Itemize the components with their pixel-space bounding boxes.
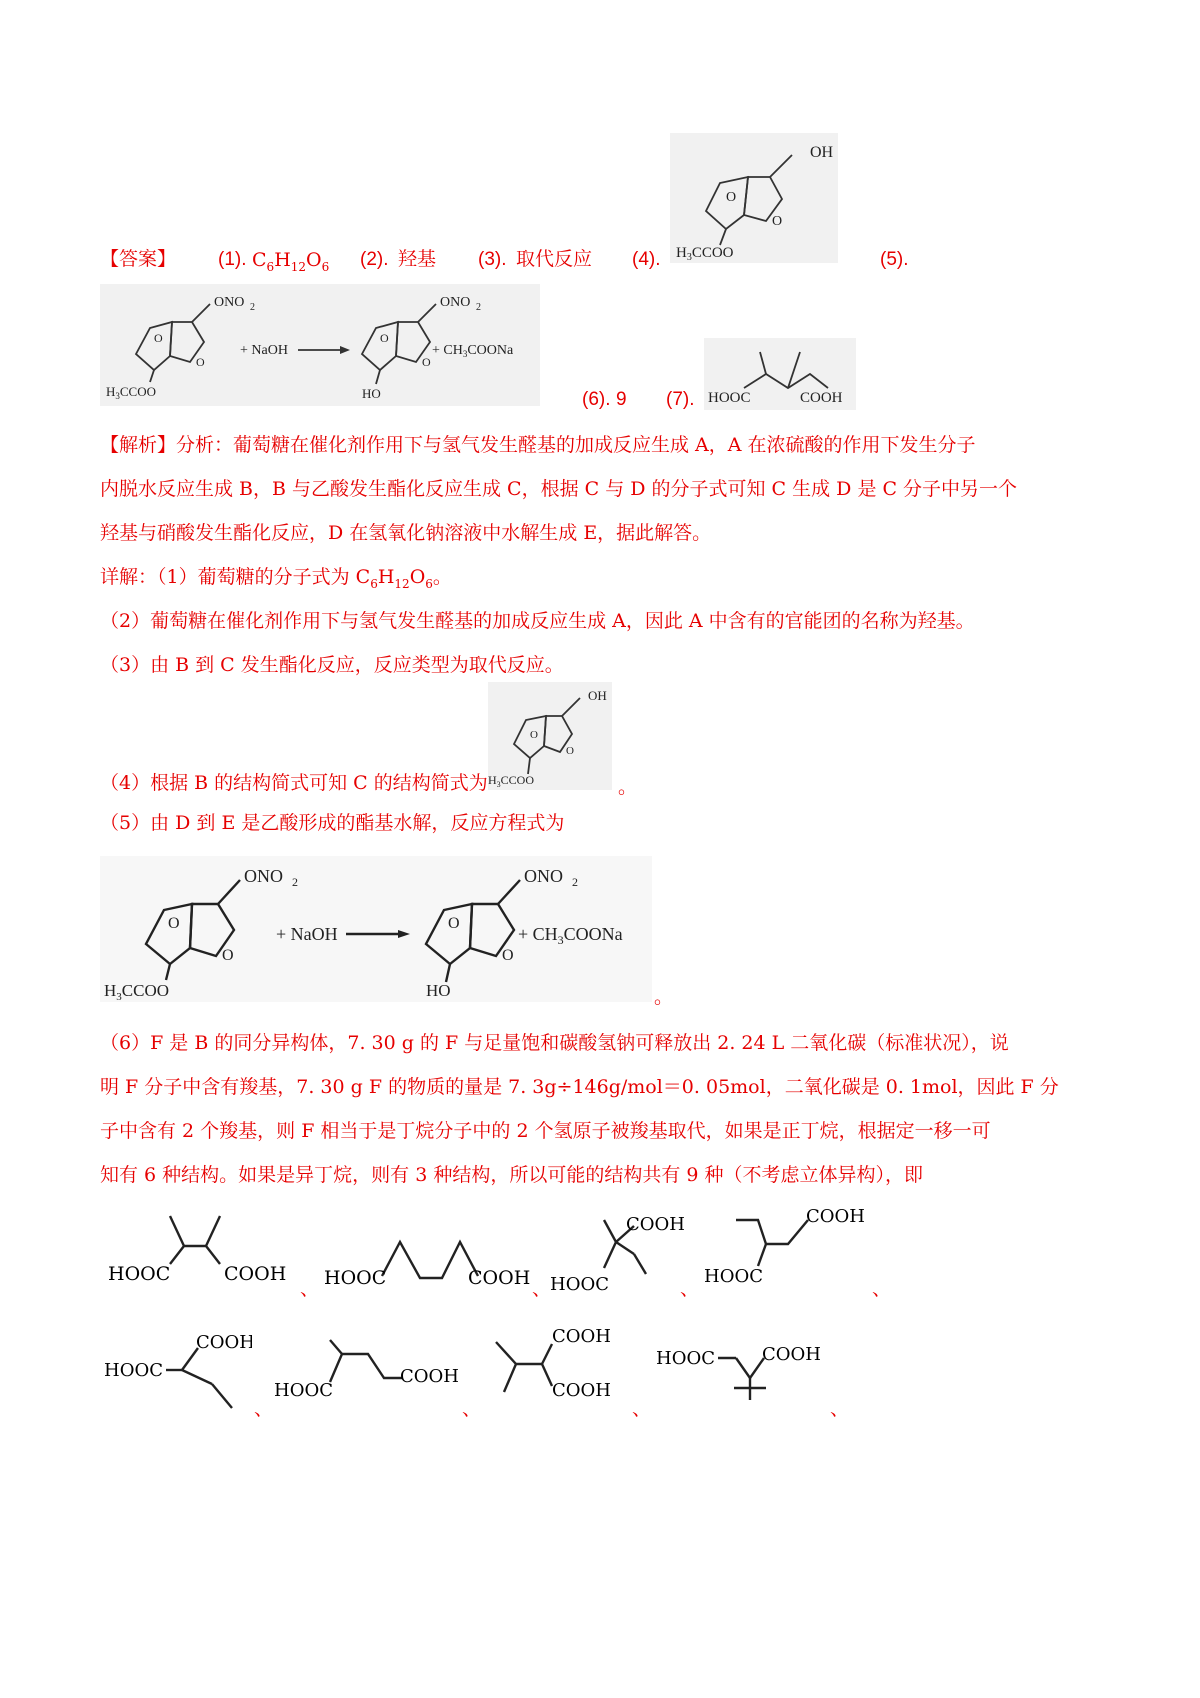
answer-2-number: (2). [360,249,389,270]
detail-5-reaction-image [100,856,652,1002]
detail-6-line-1: （6）F 是 B 的同分异构体，7. 30 g 的 F 与足量饱和碳酸氢钠可释放出 2. 24 L 二氧化碳（标准状况），说 [100,1032,1009,1054]
svg-text:HOOC: HOOC [656,1348,715,1369]
answer-2-text: 羟基 [398,248,437,270]
answer-3-number: (3). [478,249,507,270]
svg-text:COOH: COOH [552,1326,611,1347]
ring-oxygen-label: O [726,190,737,205]
svg-text:O: O [422,355,431,369]
svg-text:+ NaOH: + NaOH [240,343,288,358]
svg-text:COOH: COOH [224,1263,287,1285]
separator: 、 [300,1278,320,1300]
answer-1-number: (1). [218,249,247,270]
svg-text:H3CCOO: $H_3CCOO$ [106,384,157,401]
separator: 、 [254,1398,274,1420]
svg-text:COOH: COOH [400,1366,459,1387]
detail-6-line-4: 知有 6 种结构。如果是异丁烷，则有 3 种结构，所以可能的结构共有 9 种（不考虑立体异构），即 [100,1164,924,1186]
answer-5-reaction-image [100,284,540,406]
isomer-structure-6 [272,1332,468,1412]
detail-5-period: 。 [654,986,674,1008]
svg-text:HOOC: HOOC [704,1266,763,1287]
answer-tag: 【答案】 [100,248,177,270]
separator: 、 [830,1398,850,1420]
answer-4-number: (4). [632,249,661,270]
svg-text:H3CCOO: $H_3CCOO$ [104,981,170,1002]
isomer-structure-2 [320,1226,530,1296]
svg-text:2: 2 [292,875,298,889]
separator: 、 [680,1278,700,1300]
svg-text:2: 2 [572,875,578,889]
isomer-structure-5 [102,1326,252,1416]
analysis-tag: 【解析】分析：葡萄糖在催化剂作用下与氢气发生醛基的加成反应生成 A，A 在浓硫酸的作用下发生分子 [100,434,976,456]
ring-oxygen-label: O [772,214,783,229]
separator: 、 [872,1278,892,1300]
svg-text:HOOC: HOOC [324,1267,387,1289]
svg-text:2: 2 [476,302,481,313]
svg-text:+ CH3COONa: + $CH_3COONa$ [518,924,623,947]
svg-text:OH: OH [588,688,607,703]
answer-6-number: (6). [582,389,611,410]
detail-6-line-3: 子中含有 2 个羧基，则 F 相当于是丁烷分子中的 2 个氢原子被羧基取代，如果是正丁烷，根据定一移一可 [100,1120,991,1142]
svg-text:ONO: ONO [524,866,563,886]
svg-text:O: O [196,355,205,369]
svg-text:HOOC: HOOC [104,1360,163,1381]
detail-2: （2）葡萄糖在催化剂作用下与氢气发生醛基的加成反应生成 A，因此 A 中含有的官能团的名称为羟基。 [100,610,975,632]
detail-4: （4）根据 B 的结构简式可知 C 的结构简式为 [100,772,488,794]
separator: 、 [632,1398,652,1420]
svg-text:COOH: COOH [468,1267,530,1289]
detail-1: 详解：（1）葡萄糖的分子式为 $C_6H_{12}O_6$。 [100,566,452,591]
svg-text:O: O [530,729,538,741]
svg-text:O: O [222,947,234,964]
answer-3-text: 取代反应 [516,248,593,270]
svg-text:COOH: COOH [196,1332,252,1353]
svg-text:HOOC: HOOC [550,1274,609,1295]
isomer-structure-3 [548,1208,688,1296]
svg-text:COOH: COOH [800,390,843,406]
detail-4-structure-image [488,682,612,790]
svg-text:+ NaOH: + NaOH [276,924,338,944]
svg-text:HOOC: HOOC [274,1380,333,1401]
svg-text:COOH: COOH [806,1206,865,1227]
answer-7-structure-image [704,338,856,410]
svg-text:HOOC: HOOC [108,1263,171,1285]
svg-text:+ CH3COONa: + $CH_3COONa$ [432,343,514,359]
answer-6-text: 9 [616,389,627,410]
separator: 、 [462,1398,482,1420]
isomer-structure-7 [486,1320,636,1412]
svg-text:O: O [168,915,180,932]
structure-c-image [670,133,838,263]
detail-5: （5）由 D 到 E 是乙酸形成的酯基水解，反应方程式为 [100,812,565,834]
oh-label: OH [810,144,834,161]
analysis-line-2: 内脱水反应生成 B，B 与乙酸发生酯化反应生成 C，根据 C 与 D 的分子式可知 C 生成 D 是 C 分子中另一个 [100,478,1018,500]
detail-6-line-2: 明 F 分子中含有羧基，7. 30 g F 的物质的量是 7. 3g÷146g/mol＝0. 05mol，二氧化碳是 0. 1mol，因此 F 分 [100,1076,1059,1098]
svg-text:COOH: COOH [762,1344,821,1365]
isomer-structure-4 [702,1200,882,1290]
answer-1-formula: $C_6H_{12}O_6$ [252,249,330,274]
svg-text:O: O [154,331,163,345]
svg-text:O: O [502,947,514,964]
isomer-structure-8 [654,1336,834,1416]
svg-text:ONO: ONO [440,295,471,310]
isomer-structure-1 [104,1206,304,1290]
detail-4-period: 。 [618,776,638,798]
svg-text:ONO: ONO [244,866,283,886]
acetyl-label: $H_3CCOO$ [676,245,734,263]
analysis-line-3: 羟基与硝酸发生酯化反应，D 在氢氧化钠溶液中水解生成 E，据此解答。 [100,522,712,544]
svg-text:HO: HO [362,386,381,401]
svg-text:2: 2 [250,302,255,313]
separator: 、 [532,1278,552,1300]
svg-text:O: O [448,915,460,932]
detail-3: （3）由 B 到 C 发生酯化反应，反应类型为取代反应。 [100,654,564,676]
answer-7-number: (7). [666,389,695,410]
svg-text:H3CCOO: $H_3CCOO$ [488,773,535,789]
svg-text:HO: HO [426,981,451,1000]
svg-text:O: O [380,331,389,345]
svg-text:HOOC: HOOC [708,390,751,406]
svg-text:O: O [566,745,574,757]
svg-text:COOH: COOH [626,1214,685,1235]
svg-text:COOH: COOH [552,1380,611,1401]
svg-text:ONO: ONO [214,295,245,310]
answer-5-number: (5). [880,249,909,270]
